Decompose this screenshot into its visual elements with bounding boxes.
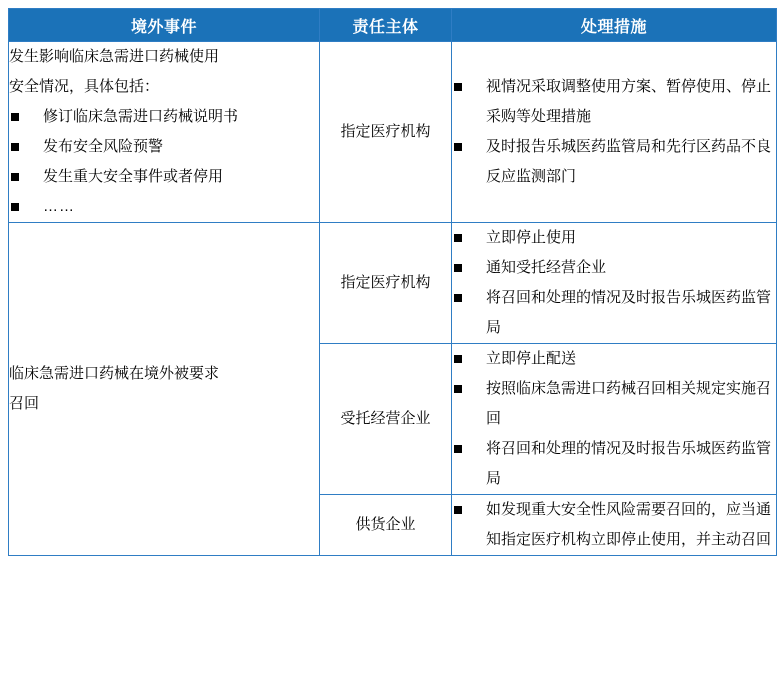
measure-list [452,344,776,494]
list-item: …… [9,192,319,222]
list-item: 通知受托经营企业 [452,253,776,283]
table-row [9,42,777,223]
list-item: 将召回和处理的情况及时报告乐城医药监管局 [452,434,776,494]
list-item: 立即停止使用 [452,223,776,253]
event-cell-1 [9,42,320,223]
event-cell-2 [9,223,320,556]
measures-table [8,8,777,556]
column-header-event: 境外事件 [9,9,320,42]
event-line: 召回 [9,395,40,412]
measures-cell [452,344,777,495]
event-line: 安全情况，具体包括： [9,78,160,95]
subject-cell: 供货企业 [320,495,452,556]
list-item: 立即停止配送 [452,344,776,374]
list-item: 将召回和处理的情况及时报告乐城医药监管局 [452,283,776,343]
list-item: 发生重大安全事件或者停用 [9,162,319,192]
column-header-measures: 处理措施 [452,9,777,42]
measures-cell [452,223,777,344]
measure-list [452,72,776,192]
column-header-subject: 责任主体 [320,9,452,42]
event-line: 临床急需进口药械在境外被要求 [9,365,220,382]
table-header-row [9,9,777,42]
table-row [9,223,777,344]
event-line: 发生影响临床急需进口药械使用 [9,48,220,65]
list-item: 按照临床急需进口药械召回相关规定实施召回 [452,374,776,434]
table-head [9,9,777,42]
list-item: 及时报告乐城医药监管局和先行区药品不良反应监测部门 [452,132,776,192]
table-body [9,42,777,556]
measures-cell [452,42,777,223]
subject-cell: 指定医疗机构 [320,223,452,344]
list-item: 修订临床急需进口药械说明书 [9,102,319,132]
measure-list [452,495,776,555]
list-item: 视情况采取调整使用方案、暂停使用、停止采购等处理措施 [452,72,776,132]
measure-list [452,223,776,343]
measures-cell [452,495,777,556]
subject-cell: 指定医疗机构 [320,42,452,223]
list-item: 如发现重大安全性风险需要召回的，应当通知指定医疗机构立即停止使用，并主动召回 [452,495,776,555]
list-item: 发布安全风险预警 [9,132,319,162]
event-bullet-list [9,102,319,222]
subject-cell: 受托经营企业 [320,344,452,495]
